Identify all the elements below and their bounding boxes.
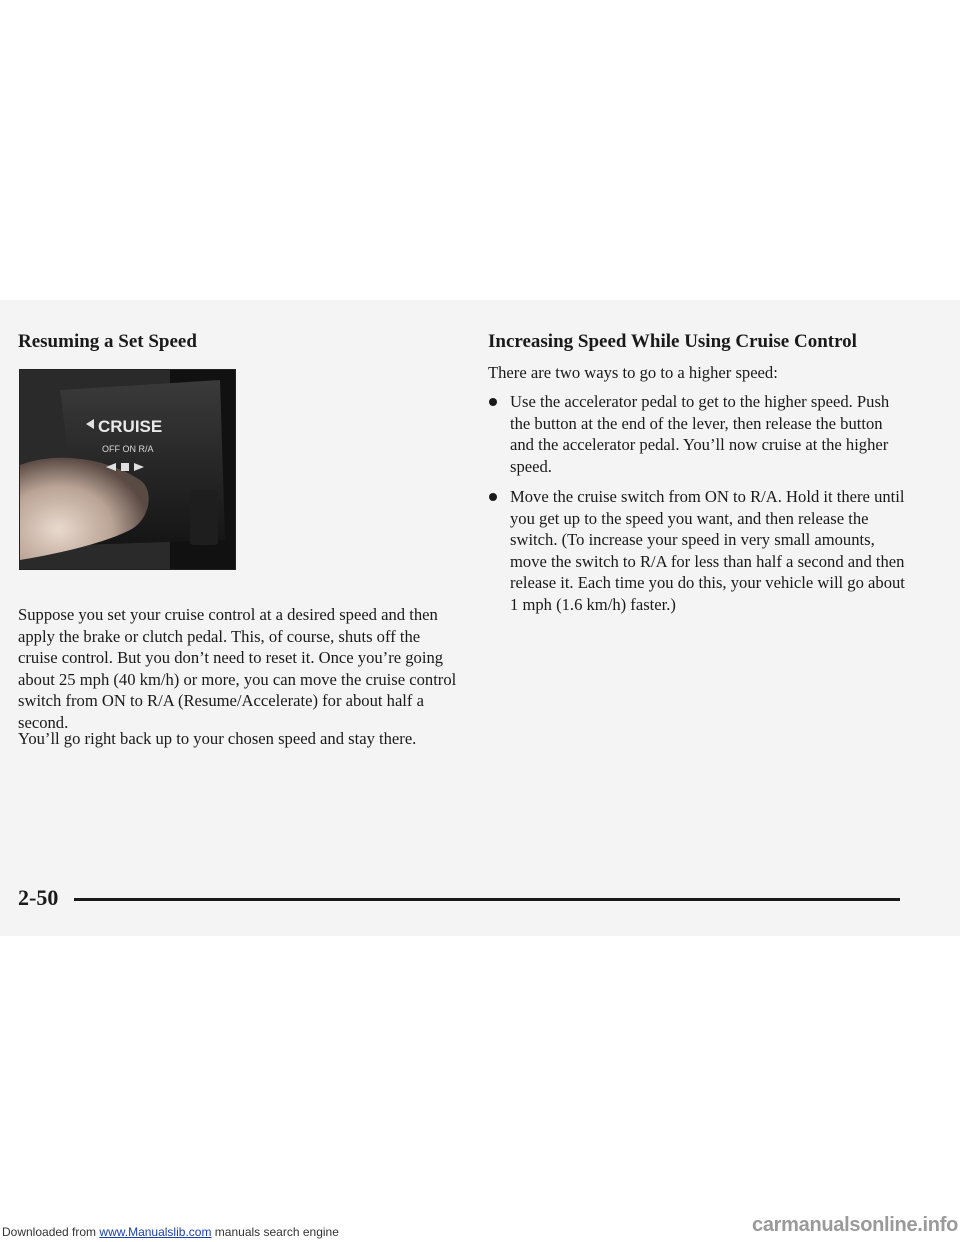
cruise-label: CRUISE <box>98 417 163 436</box>
list-item <box>488 391 908 477</box>
paragraph-intro: There are two ways to go to a higher speed: <box>488 363 778 382</box>
list-item-text: Use the accelerator pedal to get to the higher speed. Push the button at the end of the lever, then release the button and the accelerator pedal. You’ll now cruise at the higher speed. <box>510 392 890 476</box>
paragraph-resume-result: You’ll go right back up to your chosen speed and stay there. <box>18 729 417 748</box>
list-item <box>488 486 908 615</box>
manualslib-link[interactable]: www.Manualslib.com <box>99 1225 212 1239</box>
paragraph-resume-explanation: Suppose you set your cruise control at a desired speed and then apply the brake or clutch pedal. This, of course, shuts off the cruise control. But you don’t need to reset it. Once you’re going about 25 mph (40 km/h) or more, you can move the cruise control switch from ON to R/A (Resume/Accelerate) for about half a second. <box>18 605 457 732</box>
switch-positions-label: OFF ON R/A <box>102 444 154 454</box>
bullet-icon <box>489 398 497 406</box>
section-heading-resuming: Resuming a Set Speed <box>18 331 197 352</box>
download-text <box>2 1222 339 1242</box>
section-heading-increasing: Increasing Speed While Using Cruise Control <box>488 331 857 352</box>
page-number: 2-50 <box>18 885 59 910</box>
bullet-list <box>488 391 908 624</box>
download-suffix: manuals search engine <box>214 1225 339 1239</box>
footer-divider <box>74 898 900 901</box>
download-prefix: Downloaded from <box>2 1225 97 1239</box>
cruise-lever-illustration <box>20 370 235 569</box>
cruise-lever-photo <box>19 369 236 570</box>
watermark-logo: carmanualsonline.info <box>752 1214 958 1236</box>
list-item-text: Move the cruise switch from ON to R/A. Hold it there until you get up to the speed you want, and then release the switch. (To increase your speed in very small amounts, move the switch to R/A for less than half a second and then release it. Each time you do this, your vehicle will go about 1 mph (1.6 km/h) faster.) <box>510 487 905 614</box>
bullet-icon <box>489 493 497 501</box>
